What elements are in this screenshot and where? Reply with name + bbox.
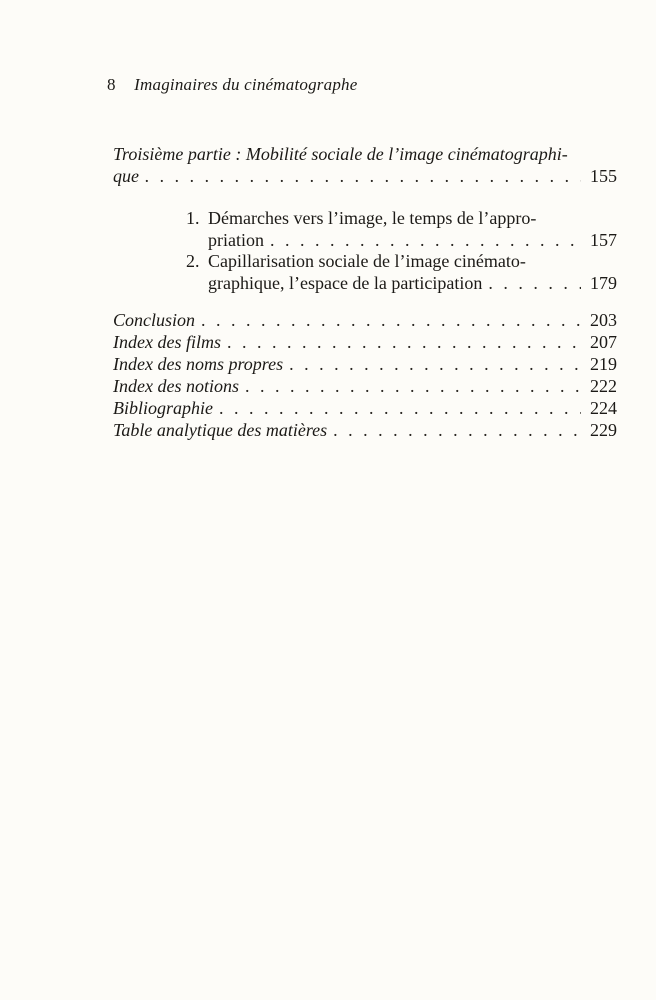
entry-label: Index des noms propres bbox=[113, 354, 284, 374]
part-title-line-1 bbox=[113, 143, 617, 165]
chapter-line-1 bbox=[186, 250, 617, 272]
part-title-text: Troisième partie : Mobilité sociale de l’image cinématographi- bbox=[113, 144, 568, 164]
dot-leader bbox=[145, 165, 581, 187]
entry-label: Index des notions bbox=[113, 376, 239, 396]
part-title-continuation: que bbox=[113, 166, 139, 186]
entry-page-number: 229 bbox=[590, 420, 617, 440]
chapter-number: 2. bbox=[186, 251, 200, 271]
chapter-title-continuation: priation bbox=[208, 230, 264, 250]
chapter-title-text: Capillarisation sociale de l’image cinémato- bbox=[208, 251, 526, 271]
chapter-title-continuation: graphique, l’espace de la participation bbox=[208, 273, 483, 293]
part-page-number: 155 bbox=[590, 166, 617, 186]
entry-label: Bibliographie bbox=[113, 398, 213, 418]
toc-entry-conclusion[interactable] bbox=[113, 309, 617, 331]
dot-leader bbox=[201, 309, 581, 331]
header-page-number: 8 bbox=[107, 75, 116, 94]
entry-page-number: 207 bbox=[590, 332, 617, 352]
chapter-line-2 bbox=[208, 272, 617, 294]
entry-label: Conclusion bbox=[113, 310, 196, 330]
chapter-title-text: Démarches vers l’image, le temps de l’appro- bbox=[208, 208, 537, 228]
toc-entry-index-films[interactable] bbox=[113, 331, 617, 353]
chapter-line-1 bbox=[186, 207, 617, 229]
toc-entry-table-analytique[interactable] bbox=[113, 419, 617, 441]
running-head bbox=[107, 75, 357, 95]
toc-back-matter bbox=[113, 309, 617, 441]
entry-page-number: 222 bbox=[590, 376, 617, 396]
toc-chapter-entry[interactable] bbox=[186, 250, 617, 294]
dot-leader bbox=[245, 375, 581, 397]
dot-leader bbox=[219, 397, 581, 419]
toc-entry-index-notions[interactable] bbox=[113, 375, 617, 397]
chapter-page-number: 157 bbox=[590, 230, 617, 250]
toc-chapter-entry[interactable] bbox=[186, 207, 617, 251]
dot-leader bbox=[270, 229, 581, 251]
dot-leader bbox=[227, 331, 581, 353]
dot-leader bbox=[333, 419, 581, 441]
chapter-line-2 bbox=[208, 229, 617, 251]
dot-leader bbox=[289, 353, 581, 375]
dot-leader bbox=[488, 272, 581, 294]
entry-page-number: 224 bbox=[590, 398, 617, 418]
entry-page-number: 203 bbox=[590, 310, 617, 330]
chapter-number: 1. bbox=[186, 208, 200, 228]
header-book-title: Imaginaires du cinématographe bbox=[134, 75, 358, 94]
chapter-page-number: 179 bbox=[590, 273, 617, 293]
entry-label: Index des films bbox=[113, 332, 221, 352]
toc-entry-index-noms[interactable] bbox=[113, 353, 617, 375]
toc-entry-bibliographie[interactable] bbox=[113, 397, 617, 419]
toc-part-entry[interactable] bbox=[113, 143, 617, 187]
part-title-line-2 bbox=[113, 165, 617, 187]
entry-label: Table analytique des matières bbox=[113, 420, 328, 440]
entry-page-number: 219 bbox=[590, 354, 617, 374]
